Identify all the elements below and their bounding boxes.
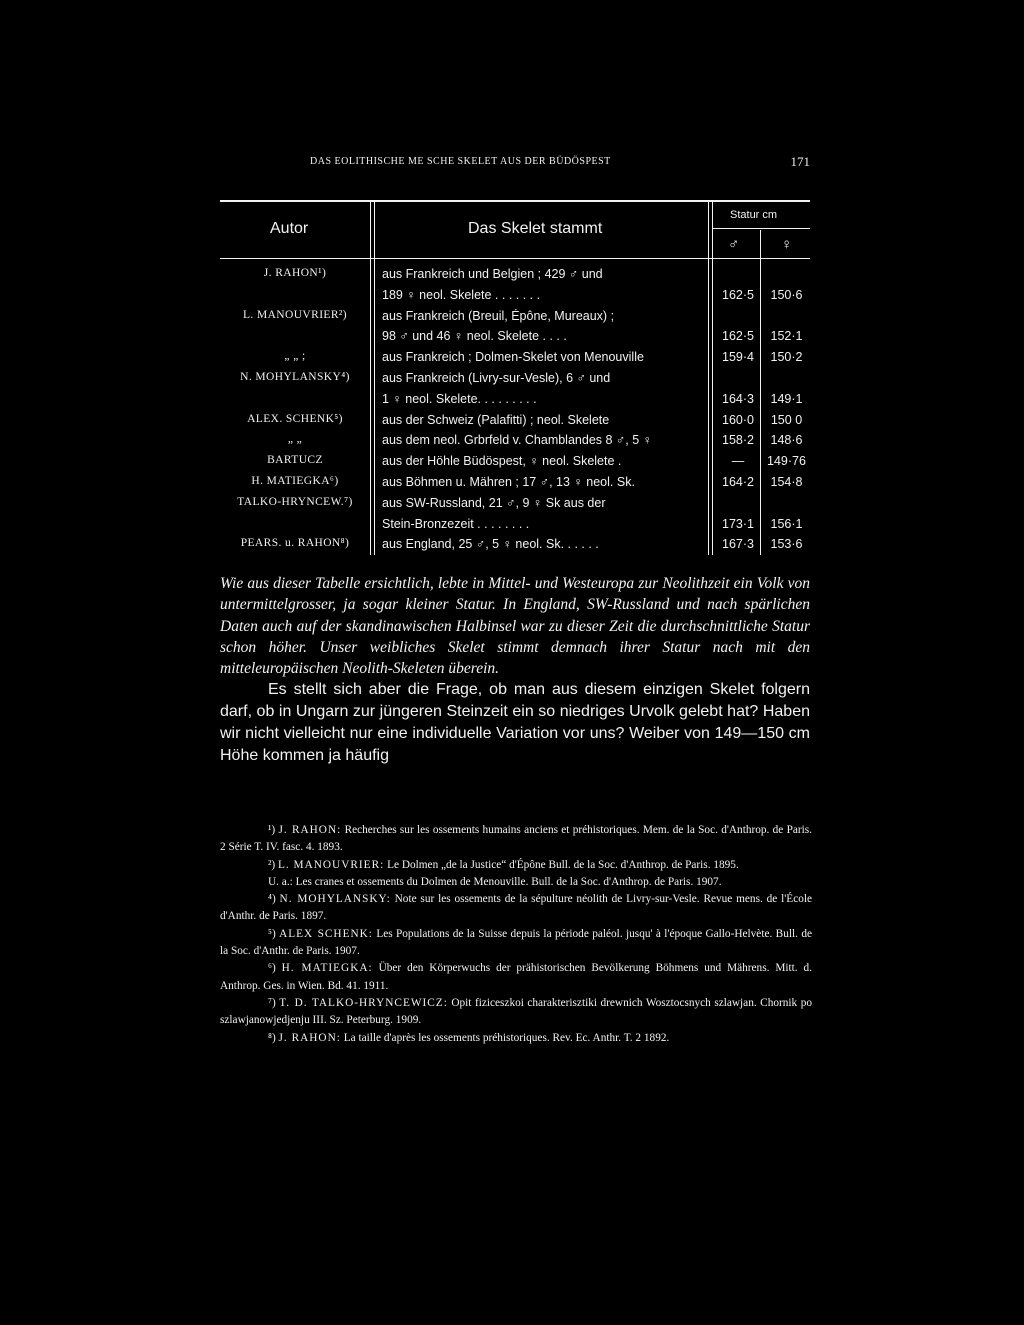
footnote-mark: ⁸) [268,1031,276,1044]
table-row [220,517,810,539]
row-author: „ „ ; [284,350,306,363]
row-male-stature: 158·2 [722,433,754,448]
col-male-header: ♂ [728,236,740,253]
table-row [220,309,810,331]
running-header [220,150,810,174]
row-author: ALEX. SCHENK⁵) [247,412,343,425]
row-female-stature: 150 0 [770,412,803,427]
row-female-stature: 154·8 [770,475,803,489]
page-number: 171 [790,154,810,169]
footnote-author: T. D. TALKO-HRYNCEWICZ: [279,996,448,1009]
row-source: aus Böhmen u. Mähren ; 17 ♂, 13 ♀ neol. Sk. [382,475,635,489]
row-source: aus Frankreich (Breuil, Épône, Mureaux) ; [382,308,615,323]
footnote-mark: ⁵) [268,927,276,940]
italic-paragraph: Wie aus dieser Tabelle ersichtlich, lebte in Mittel- und Westeuropa zur Neolithzeit ein Volk von untermittelgrosser, ja sogar kleiner Statur. In England, SW-Russland und nach spärlichen Daten auch auf der skandinawischen Halbinsel war zu dieser Zeit die durchschnittliche Statur schon höher. Unser weibliches Skelet stimmt demnach ihrer Statur nach mit den mitteleuropäischen Neolith-Skeleten überein. [220,575,810,678]
footnote [220,822,812,857]
row-female-stature: 150·2 [770,350,803,365]
footnote [220,995,812,1030]
footnote-author: H. MATIEGKA: [281,962,373,975]
row-source: 98 ♂ und 46 ♀ neol. Skelete . . . . [382,329,567,344]
footnotes [220,822,812,1047]
row-source: aus Frankreich ; Dolmen-Skelet von Menouville [382,350,644,365]
row-male-stature: 164·2 [722,475,754,489]
footnote-text: Recherches sur les ossements humains anciens et préhistoriques. Mem. de la Soc. d'Anthrop. de Paris. 2 Série T. IV. fasc. 4. 1893. [220,824,813,854]
row-author: TALKO-HRYNCEW.⁷) [237,495,353,508]
footnote-text: U. a.: Les cranes et ossements du Dolmen de Menouville. Bull. de la Soc. d'Anthrop. de Paris. 1907. [268,875,722,888]
footnote-author: J. RAHON: [278,1031,341,1044]
footnote-author: N. MOHYLANSKY: [279,893,391,906]
row-source: aus Frankreich und Belgien ; 429 ♂ und [382,267,603,281]
row-source: aus SW-Russland, 21 ♂, 9 ♀ Sk aus der [382,495,606,510]
row-source: aus Frankreich (Livry-sur-Vesle), 6 ♂ und [382,371,611,385]
table-row [220,413,810,435]
row-author: L. MANOUVRIER²) [243,308,347,321]
row-female-stature: 153·6 [770,537,803,552]
table-row [220,433,810,455]
row-male-stature: 167·3 [722,537,754,552]
row-female-stature: 149·1 [770,391,803,406]
row-author: H. MATIEGKA⁶) [251,475,339,487]
table-row [220,454,810,476]
row-male-stature: 159·4 [722,350,754,365]
footnote-mark: ²) [268,858,276,871]
table-row [220,350,810,372]
table-row [220,288,810,310]
row-female-stature: 156·1 [770,516,803,531]
table-row [220,371,810,393]
row-male-stature: 162·5 [722,329,754,344]
col-stature-header: Statur cm [730,209,778,221]
row-source: 1 ♀ neol. Skelete. . . . . . . . . [382,391,537,406]
footnote-mark: ⁷) [268,996,276,1009]
footnote-author: L. MANOUVRIER: [277,858,385,871]
body-text [220,573,810,767]
footnote-text: Über den Körperwuchs der prähistorischen Bevölkerung Böhmens und Mährens. Mitt. d. Anthrop. Ges. in Wien. Bd. 41. 1911. [220,962,813,992]
row-male-stature: — [731,454,745,469]
col-female-header: ♀ [781,236,793,253]
footnote [220,960,812,995]
running-title: DAS EOLITHISCHE ME SCHE SKELET AUS DER BÜDÖSPEST [310,156,611,167]
row-female-stature: 148·6 [770,433,803,448]
table-row [220,267,810,289]
footnote [220,926,812,961]
row-female-stature: 150·6 [770,287,803,302]
table-row [220,329,810,351]
table-row [220,537,810,559]
table-row [220,475,810,497]
row-male-stature: 173·1 [722,516,754,531]
col-source-header: Das Skelet stammt [468,220,603,237]
footnote [220,1030,812,1047]
footnote-author: J. RAHON: [278,824,342,836]
footnote-mark: ¹) [268,824,276,836]
row-source: aus der Schweiz (Palafitti) ; neol. Skelete [382,412,610,427]
footnote-author: ALEX SCHENK: [279,927,373,940]
footnote [220,891,812,926]
footnote-text: Note sur les ossements de la sépulture néolith de Livry-sur-Vesle. Revue mens. de l'École d'Anthr. de Paris. 1897. [220,893,813,923]
row-author: N. MOHYLANSKY⁴) [240,371,350,383]
table-row [220,392,810,414]
table-header-rule [220,258,810,259]
table-top-rule [220,200,810,202]
row-source: aus dem neol. Grbrfeld v. Chamblandes 8 ♂, 5 ♀ [382,433,653,448]
row-source: Stein-Bronzezeit . . . . . . . . [382,516,530,531]
footnote-mark: ⁶) [268,962,276,975]
footnote-text: Opit fiziceszkoi charakterisztiki drewnich Wosztocsnych szlawjan. Chornik po szlawjanowjedjenju III. Sz. Peterburg. 1909. [220,996,812,1027]
footnote-text: Le Dolmen „de la Justice“ d'Épône Bull. de la Soc. d'Anthrop. de Paris. 1895. [387,858,739,871]
col-author-header: Autor [270,220,309,237]
row-author: J. RAHON¹) [263,267,327,279]
row-author: PEARS. u. RAHON⁸) [240,537,350,550]
footnote-mark: ⁴) [268,893,276,906]
table-row [220,496,810,518]
row-male-stature: 162·5 [722,287,754,302]
row-male-stature: 160·0 [722,412,754,427]
row-author: „ „ [287,433,303,446]
footnote-text: La taille d'après les ossements préhistoriques. Rev. Ec. Anthr. T. 2 1892. [343,1031,670,1044]
footnote [220,874,812,891]
roman-paragraph: Es stellt sich aber die Frage, ob man aus diesem einzigen Skelet folgern darf, ob in Ungarn zur jüngeren Steinzeit ein so niedriges Urvolk gelebt hat? Haben wir nicht vielleicht nur eine individuelle Variation vor uns? Weiber von 149—150 cm Höhe kommen ja häufig [220,681,810,764]
row-source: aus England, 25 ♂, 5 ♀ neol. Sk. . . . . . [382,537,599,552]
footnote [220,857,812,874]
row-male-stature: 164·3 [722,391,754,406]
footnote-text: Les Populations de la Suisse depuis la période paléol. jusqu' à l'époque Gallo-Helvète. Bull. de la Soc. d'Anthr. de Paris. 1907. [220,927,812,958]
row-female-stature: 152·1 [770,329,803,344]
row-author: BARTUCZ [267,454,323,467]
row-female-stature: 149·76 [767,454,806,469]
row-source: 189 ♀ neol. Skelete . . . . . . . [382,287,541,302]
table-stature-rule [713,228,810,229]
row-source: aus der Höhle Büdöspest, ♀ neol. Skelete . [382,454,622,469]
